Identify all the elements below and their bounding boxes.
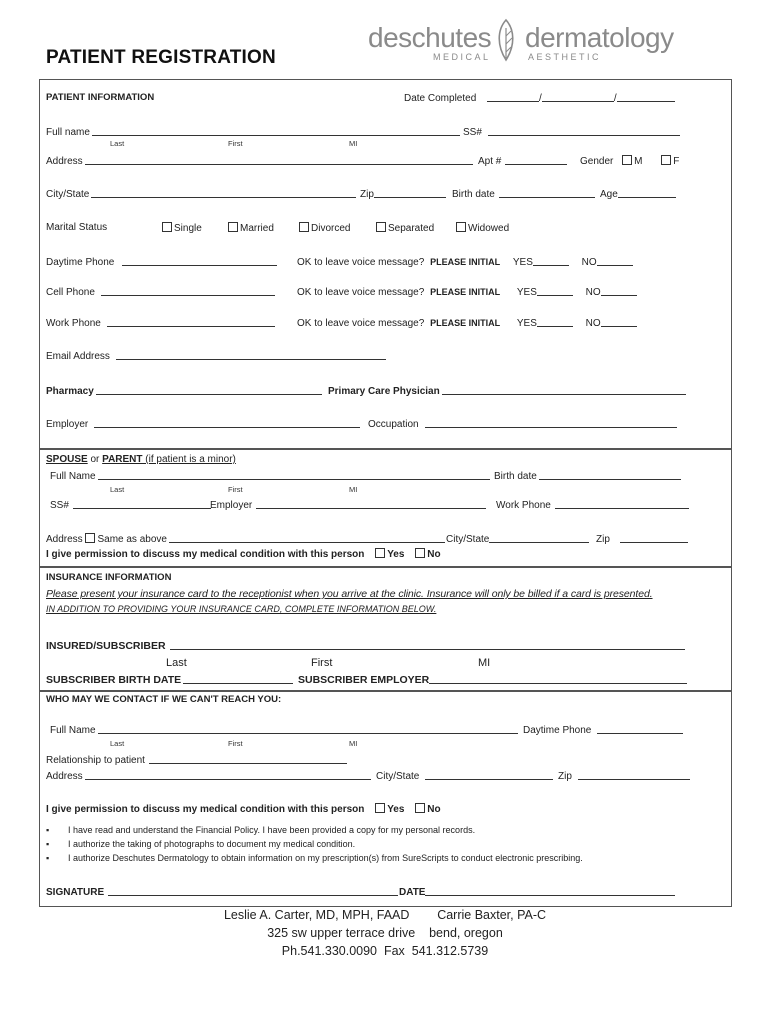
contact-address-field[interactable]	[46, 770, 371, 782]
bullet-icon: ▪	[46, 839, 50, 849]
patient-info-heading: PATIENT INFORMATION	[46, 92, 155, 103]
spouse-ss-label: SS#	[50, 500, 69, 511]
spouse-employer-field[interactable]	[210, 499, 486, 511]
insurance-note: Please present your insurance card to the receptionist when you arrive at the clinic. Insurance will only be billed if a card is presented.	[46, 588, 653, 600]
spouse-full-name-field[interactable]	[50, 470, 490, 482]
gender-m-checkbox[interactable]	[622, 155, 632, 165]
gender-f-label: F	[673, 156, 680, 167]
insurance-section	[39, 567, 732, 691]
cell-phone-field[interactable]	[46, 286, 275, 298]
spouse-sub-first: First	[228, 485, 243, 494]
occupation-label: Occupation	[368, 419, 419, 430]
employer-field[interactable]	[46, 418, 360, 430]
marital-widowed-option[interactable]: Widowed	[456, 222, 509, 234]
insurance-heading: INSURANCE INFORMATION	[46, 572, 172, 583]
name-sub-first: First	[228, 139, 243, 148]
logo-sub-medical: MEDICAL	[433, 52, 491, 62]
city-state-field[interactable]	[46, 188, 356, 200]
cell-no-initial[interactable]	[601, 286, 637, 296]
daytime-phone-field[interactable]	[46, 256, 277, 268]
daytime-yes-initial[interactable]	[533, 256, 569, 266]
work-yes-initial[interactable]	[537, 317, 573, 327]
separated-checkbox[interactable]	[376, 222, 386, 232]
age-field[interactable]	[600, 188, 676, 200]
pharmacy-field[interactable]	[46, 385, 322, 397]
signature-date-field[interactable]	[399, 886, 675, 898]
occupation-field[interactable]	[368, 418, 677, 430]
apt-label: Apt #	[478, 156, 502, 167]
zip-field[interactable]	[360, 188, 446, 200]
email-field[interactable]	[46, 350, 386, 362]
spouse-work-phone-field[interactable]	[496, 499, 689, 511]
marital-single-option[interactable]: Single	[162, 222, 202, 234]
relationship-label: Relationship to patient	[46, 755, 145, 766]
spouse-zip-field[interactable]	[596, 533, 688, 545]
full-name-field[interactable]	[46, 126, 460, 138]
gender-label: Gender	[580, 156, 614, 167]
bullet-icon: ▪	[46, 853, 50, 863]
gender-f-checkbox[interactable]	[661, 155, 671, 165]
insured-subscriber-label: INSURED/SUBSCRIBER	[46, 640, 166, 652]
signature-field[interactable]	[46, 886, 398, 898]
city-state-label: City/State	[46, 189, 90, 200]
pcp-field[interactable]	[328, 385, 686, 397]
contact-sub-first: First	[228, 739, 243, 748]
contact-daytime-phone-field[interactable]	[523, 724, 683, 736]
contact-full-name-field[interactable]	[50, 724, 518, 736]
insured-sub-mi: MI	[478, 657, 491, 669]
leaf-icon	[493, 18, 519, 62]
insured-sub-first: First	[311, 657, 333, 669]
signature-date-label: DATE	[399, 887, 426, 898]
subscriber-employer-label: SUBSCRIBER EMPLOYER	[298, 674, 430, 686]
work-phone-field[interactable]	[46, 317, 275, 329]
contact-heading: WHO MAY WE CONTACT IF WE CAN'T REACH YOU:	[46, 694, 282, 705]
daytime-no-initial[interactable]	[597, 256, 633, 266]
spouse-work-phone-label: Work Phone	[496, 500, 551, 511]
work-voice-ok: OK to leave voice message? PLEASE INITIAL YES NO	[297, 317, 637, 329]
contact-sub-mi: MI	[349, 739, 358, 748]
logo-word-deschutes: deschutes	[368, 22, 492, 53]
spouse-city-state-field[interactable]	[446, 533, 589, 545]
married-checkbox[interactable]	[228, 222, 238, 232]
spouse-sub-mi: MI	[349, 485, 358, 494]
page-title: PATIENT REGISTRATION	[46, 47, 276, 68]
age-label: Age	[600, 189, 618, 200]
pcp-label: Primary Care Physician	[328, 386, 440, 397]
bullet-item-financial: ▪ I have read and understand the Financial Policy. I have been provided a copy for my personal records.	[46, 825, 476, 835]
pharmacy-label: Pharmacy	[46, 386, 94, 397]
daytime-phone-label: Daytime Phone	[46, 257, 115, 268]
subscriber-birth-label: SUBSCRIBER BIRTH DATE	[46, 674, 182, 686]
spouse-address-label: Address	[46, 534, 83, 545]
birth-date-field[interactable]	[452, 188, 595, 200]
footer-providers: Leslie A. Carter, MD, MPH, FAAD Carrie Baxter, PA-C	[223, 908, 547, 922]
contact-address-label: Address	[46, 771, 83, 782]
footer-address: 325 sw upper terrace drive bend, oregon	[267, 926, 503, 940]
spouse-sub-last: Last	[110, 485, 125, 494]
spouse-address-field[interactable]	[46, 533, 445, 545]
spouse-birth-date-label: Birth date	[494, 471, 537, 482]
footer-phone: Ph.541.330.0090 Fax 541.312.5739	[281, 944, 489, 958]
spouse-birth-date-field[interactable]	[494, 470, 681, 482]
contact-city-state-field[interactable]	[376, 770, 553, 782]
contact-daytime-phone-label: Daytime Phone	[523, 725, 592, 736]
contact-sub-last: Last	[110, 739, 125, 748]
bullet-icon: ▪	[46, 825, 50, 835]
insured-sub-last: Last	[166, 657, 187, 669]
contact-zip-field[interactable]	[558, 770, 690, 782]
spouse-zip-label: Zip	[596, 534, 610, 545]
signature-label: SIGNATURE	[46, 887, 105, 898]
daytime-voice-ok: OK to leave voice message? PLEASE INITIAL YES NO	[297, 256, 633, 268]
marital-status-label: Marital Status	[46, 222, 108, 233]
cell-phone-label: Cell Phone	[46, 287, 95, 298]
logo-word-dermatology: dermatology	[525, 22, 674, 53]
zip-label: Zip	[360, 189, 374, 200]
divorced-checkbox[interactable]	[299, 222, 309, 232]
work-phone-label: Work Phone	[46, 318, 101, 329]
full-name-label: Full name	[46, 127, 90, 138]
ss-field[interactable]	[463, 126, 680, 138]
contact-permission: I give permission to discuss my medical condition with this person Yes No	[46, 804, 441, 815]
gender-field	[580, 155, 679, 167]
bullet-item-surescripts: ▪ I authorize Deschutes Dermatology to obtain information on my prescription(s) from SureScripts to conduct electronic prescribing.	[46, 853, 583, 863]
address-label: Address	[46, 156, 83, 167]
spouse-full-name-label: Full Name	[50, 471, 96, 482]
contact-permission-yes-checkbox[interactable]	[375, 803, 385, 813]
marital-separated-option[interactable]: Separated	[376, 222, 434, 234]
same-as-above-checkbox[interactable]	[85, 533, 95, 543]
same-as-above-label: Same as above	[97, 534, 167, 545]
logo-sub-aesthetic: AESTHETIC	[528, 52, 602, 62]
subscriber-employer-field[interactable]	[298, 674, 687, 686]
work-no-initial[interactable]	[601, 317, 637, 327]
insured-subscriber-field[interactable]	[46, 640, 685, 652]
insurance-instruction: IN ADDITION TO PROVIDING YOUR INSURANCE CARD, COMPLETE INFORMATION BELOW.	[46, 604, 437, 614]
birth-date-label: Birth date	[452, 189, 495, 200]
spouse-city-state-label: City/State	[446, 534, 490, 545]
spouse-heading: SPOUSE or PARENT (if patient is a minor)	[46, 454, 236, 465]
single-checkbox[interactable]	[162, 222, 172, 232]
name-sub-last: Last	[110, 139, 125, 148]
marital-married-option[interactable]: Married	[228, 222, 274, 234]
marital-divorced-option[interactable]: Divorced	[299, 222, 350, 234]
ss-label: SS#	[463, 127, 482, 138]
email-label: Email Address	[46, 351, 110, 362]
gender-m-label: M	[634, 156, 643, 167]
spouse-permission-no-checkbox[interactable]	[415, 548, 425, 558]
subscriber-birth-field[interactable]	[46, 674, 293, 686]
date-completed-field[interactable]: Date Completed / /	[404, 92, 675, 104]
contact-zip-label: Zip	[558, 771, 572, 782]
widowed-checkbox[interactable]	[456, 222, 466, 232]
spouse-permission-yes-checkbox[interactable]	[375, 548, 385, 558]
spouse-ss-field[interactable]	[50, 499, 211, 511]
cell-yes-initial[interactable]	[537, 286, 573, 296]
contact-permission-no-checkbox[interactable]	[415, 803, 425, 813]
cell-voice-ok: OK to leave voice message? PLEASE INITIAL YES NO	[297, 286, 637, 298]
employer-label: Employer	[46, 419, 89, 430]
contact-city-state-label: City/State	[376, 771, 420, 782]
contact-full-name-label: Full Name	[50, 725, 96, 736]
spouse-permission: I give permission to discuss my medical condition with this person Yes No	[46, 549, 441, 560]
spouse-employer-label: Employer	[210, 500, 253, 511]
apt-field[interactable]	[478, 155, 567, 167]
bullet-item-photos: ▪ I authorize the taking of photographs to document my medical condition.	[46, 839, 356, 849]
relationship-field[interactable]	[46, 754, 347, 766]
name-sub-mi: MI	[349, 139, 358, 148]
address-field[interactable]	[46, 155, 473, 167]
date-completed-label: Date Completed	[404, 93, 477, 104]
